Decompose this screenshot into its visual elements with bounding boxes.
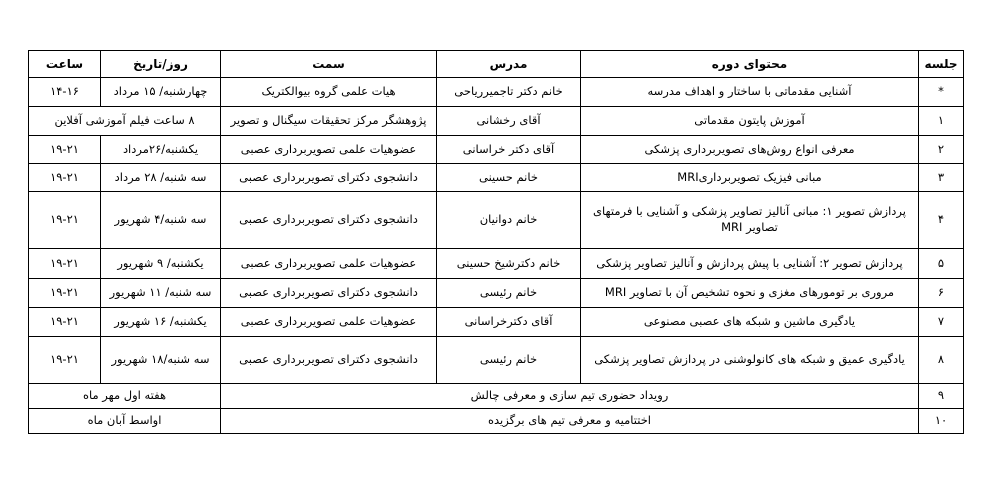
cell-date: یکشنبه/۲۶مرداد [101,136,221,164]
cell-instructor: خانم رئیسی [437,279,581,308]
cell-content: پردازش تصویر ۱: مبانی آنالیز تصاویر پزشکی و آشنایی با فرمتهای تصاویر MRI [581,192,919,249]
cell-content: مروری بر تومورهای مغزی و نحوه تشخیص آن با تصاویر MRI [581,279,919,308]
table-row [29,409,964,434]
cell-date: سه شنبه/۴ شهریور [101,192,221,249]
cell-instructor: آقای دکتر خراسانی [437,136,581,164]
header-row [29,51,964,78]
cell-content: آشنایی مقدماتی با ساختار و اهداف مدرسه [581,78,919,107]
cell-date: یکشنبه/ ۹ شهریور [101,249,221,279]
table-row [29,107,964,136]
course-schedule-table [28,50,964,434]
cell-session: ۵ [919,249,964,279]
header-content: محتوای دوره [581,51,919,78]
cell-instructor: آقای دکترخراسانی [437,308,581,337]
table-row [29,384,964,409]
cell-position: هیات علمی گروه بیوالکتریک [221,78,437,107]
cell-session: ۷ [919,308,964,337]
cell-date: یکشنبه/ ۱۶ شهریور [101,308,221,337]
cell-session: ۱۰ [919,409,964,434]
cell-session: ۴ [919,192,964,249]
cell-time: ۱۹-۲۱ [29,164,101,192]
cell-session: ۳ [919,164,964,192]
cell-content: پردازش تصویر ۲: آشنایی با پیش پردازش و آنالیز تصاویر پزشکی [581,249,919,279]
cell-instructor: خانم دکترشیخ حسینی [437,249,581,279]
cell-date: سه شنبه/۱۸ شهریور [101,337,221,384]
cell-position: عضوهیات علمی تصویربرداری عصبی [221,308,437,337]
header-position: سمت [221,51,437,78]
cell-time: ۱۹-۲۱ [29,136,101,164]
cell-time: ۱۹-۲۱ [29,249,101,279]
cell-session: ۱ [919,107,964,136]
cell-instructor: خانم دوانیان [437,192,581,249]
table-row [29,279,964,308]
cell-position: دانشجوی دکترای تصویربرداری عصبی [221,164,437,192]
cell-content: مبانی فیزیک تصویربرداریMRI [581,164,919,192]
table-row [29,308,964,337]
cell-time: ۱۴-۱۶ [29,78,101,107]
cell-date: چهارشنبه/ ۱۵ مرداد [101,78,221,107]
header-instructor: مدرس [437,51,581,78]
cell-date-time: هفته اول مهر ماه [29,384,221,409]
cell-session: ۸ [919,337,964,384]
cell-content: یادگیری عمیق و شبکه های کانولوشنی در پردازش تصاویر پزشکی [581,337,919,384]
cell-position: عضوهیات علمی تصویربرداری عصبی [221,136,437,164]
cell-session: ۶ [919,279,964,308]
cell-date: سه شنبه/ ۱۱ شهریور [101,279,221,308]
cell-time: ۱۹-۲۱ [29,308,101,337]
cell-position: عضوهیات علمی تصویربرداری عصبی [221,249,437,279]
table-row [29,78,964,107]
cell-instructor: خانم رئیسی [437,337,581,384]
header-time: ساعت [29,51,101,78]
cell-date-time: ۸ ساعت فیلم آموزشی آفلاین [29,107,221,136]
cell-content: معرفی انواع روش‌های تصویربرداری پزشکی [581,136,919,164]
cell-time: ۱۹-۲۱ [29,192,101,249]
cell-session: * [919,78,964,107]
cell-instructor: آقای رخشانی [437,107,581,136]
cell-session: ۲ [919,136,964,164]
cell-position: پژوهشگر مرکز تحقیقات سیگنال و تصویر [221,107,437,136]
table-row [29,249,964,279]
cell-date-time: اواسط آبان ماه [29,409,221,434]
cell-time: ۱۹-۲۱ [29,279,101,308]
cell-time: ۱۹-۲۱ [29,337,101,384]
table-row [29,136,964,164]
cell-position: دانشجوی دکترای تصویربرداری عصبی [221,337,437,384]
cell-event: رویداد حضوری تیم سازی و معرفی چالش [221,384,919,409]
cell-content: آموزش پایتون مقدماتی [581,107,919,136]
table-row [29,164,964,192]
cell-event: اختتامیه و معرفی تیم های برگزیده [221,409,919,434]
header-date: روز/تاریخ [101,51,221,78]
cell-content: یادگیری ماشین و شبکه های عصبی مصنوعی [581,308,919,337]
table-row [29,192,964,249]
cell-position: دانشجوی دکترای تصویربرداری عصبی [221,192,437,249]
table-row [29,337,964,384]
cell-session: ۹ [919,384,964,409]
cell-instructor: خانم دکتر تاجمیرریاحی [437,78,581,107]
cell-date: سه شنبه/ ۲۸ مرداد [101,164,221,192]
cell-instructor: خانم حسینی [437,164,581,192]
header-session: جلسه [919,51,964,78]
cell-position: دانشجوی دکترای تصویربرداری عصبی [221,279,437,308]
